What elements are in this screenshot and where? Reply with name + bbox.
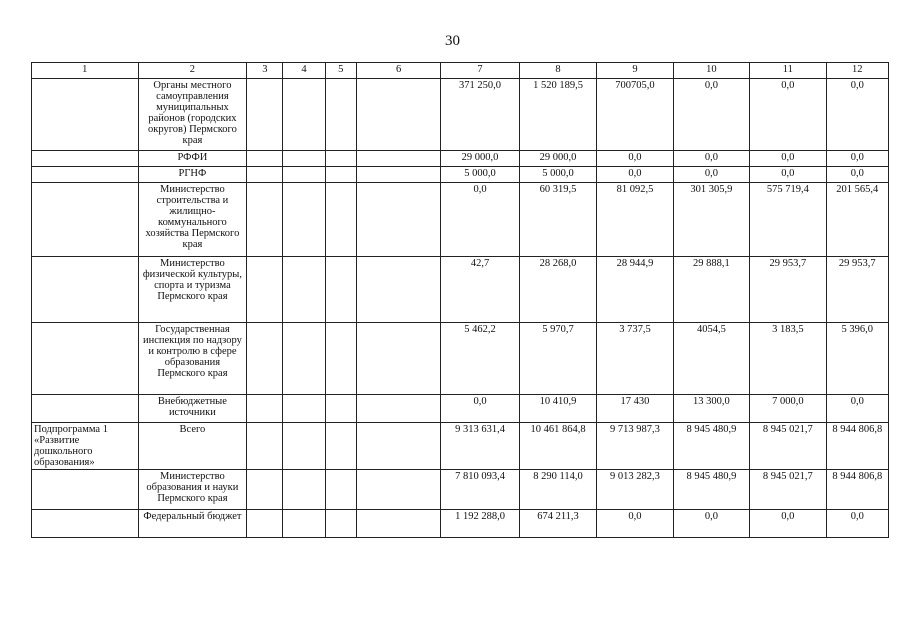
empty-cell: [325, 79, 356, 151]
empty-cell: [247, 183, 283, 257]
empty-cell: [356, 79, 440, 151]
executor-cell: Министерство строительства и жилищно-коммунального хозяйства Пермского края: [138, 183, 247, 257]
value-cell: 4054,5: [673, 323, 749, 395]
header-cell: 5: [325, 63, 356, 79]
value-cell: 5 000,0: [441, 167, 519, 183]
table-row: [32, 79, 889, 151]
value-cell: 0,0: [750, 510, 826, 538]
value-cell: 10 410,9: [519, 395, 596, 423]
program-cell: [32, 167, 139, 183]
header-cell: 9: [597, 63, 673, 79]
value-cell: 575 719,4: [750, 183, 826, 257]
value-cell: 0,0: [673, 167, 749, 183]
executor-cell: Всего: [138, 423, 247, 470]
value-cell: 0,0: [673, 151, 749, 167]
empty-cell: [247, 167, 283, 183]
value-cell: 1 520 189,5: [519, 79, 596, 151]
value-cell: 0,0: [750, 151, 826, 167]
header-row: [32, 63, 889, 79]
value-cell: 8 944 806,8: [826, 423, 888, 470]
empty-cell: [325, 395, 356, 423]
value-cell: 29 000,0: [441, 151, 519, 167]
empty-cell: [283, 183, 325, 257]
executor-cell: РГНФ: [138, 167, 247, 183]
table-row: [32, 395, 889, 423]
header-cell: 3: [247, 63, 283, 79]
value-cell: 8 945 480,9: [673, 470, 749, 510]
empty-cell: [247, 79, 283, 151]
empty-cell: [356, 167, 440, 183]
value-cell: 60 319,5: [519, 183, 596, 257]
value-cell: 9 013 282,3: [597, 470, 673, 510]
executor-cell: РФФИ: [138, 151, 247, 167]
value-cell: 0,0: [673, 79, 749, 151]
empty-cell: [356, 151, 440, 167]
program-cell: [32, 183, 139, 257]
empty-cell: [325, 470, 356, 510]
empty-cell: [283, 167, 325, 183]
value-cell: 9 313 631,4: [441, 423, 519, 470]
value-cell: 0,0: [597, 167, 673, 183]
executor-cell: Министерство физической культуры, спорта и туризма Пермского края: [138, 257, 247, 323]
executor-cell: Министерство образования и науки Пермского края: [138, 470, 247, 510]
empty-cell: [283, 423, 325, 470]
table-row: [32, 183, 889, 257]
value-cell: 0,0: [441, 395, 519, 423]
value-cell: 5 000,0: [519, 167, 596, 183]
value-cell: 674 211,3: [519, 510, 596, 538]
value-cell: 1 192 288,0: [441, 510, 519, 538]
empty-cell: [325, 183, 356, 257]
value-cell: 0,0: [826, 79, 888, 151]
executor-cell: Федеральный бюджет: [138, 510, 247, 538]
header-cell: 1: [32, 63, 139, 79]
page-number: 30: [445, 33, 460, 49]
empty-cell: [325, 151, 356, 167]
empty-cell: [247, 395, 283, 423]
empty-cell: [283, 470, 325, 510]
value-cell: 5 396,0: [826, 323, 888, 395]
empty-cell: [325, 510, 356, 538]
value-cell: 9 713 987,3: [597, 423, 673, 470]
executor-cell: Внебюджетные источники: [138, 395, 247, 423]
value-cell: 0,0: [597, 510, 673, 538]
executor-cell: Государственная инспекция по надзору и контролю в сфере образования Пермского края: [138, 323, 247, 395]
program-cell: [32, 79, 139, 151]
value-cell: 201 565,4: [826, 183, 888, 257]
value-cell: 371 250,0: [441, 79, 519, 151]
value-cell: 0,0: [597, 151, 673, 167]
empty-cell: [247, 257, 283, 323]
value-cell: 8 290 114,0: [519, 470, 596, 510]
program-cell: [32, 395, 139, 423]
value-cell: 29 000,0: [519, 151, 596, 167]
empty-cell: [283, 395, 325, 423]
program-cell: [32, 510, 139, 538]
empty-cell: [356, 510, 440, 538]
value-cell: 13 300,0: [673, 395, 749, 423]
table-row: [32, 151, 889, 167]
empty-cell: [247, 510, 283, 538]
value-cell: 5 970,7: [519, 323, 596, 395]
value-cell: 42,7: [441, 257, 519, 323]
value-cell: 7 000,0: [750, 395, 826, 423]
empty-cell: [283, 510, 325, 538]
empty-cell: [247, 423, 283, 470]
header-cell: 12: [826, 63, 888, 79]
program-cell: Подпрограмма 1 «Развитие дошкольного образования»: [32, 423, 139, 470]
value-cell: 10 461 864,8: [519, 423, 596, 470]
header-cell: 6: [356, 63, 440, 79]
table-row: [32, 323, 889, 395]
executor-cell: Органы местного самоуправления муниципальных районов (городских округов) Пермского края: [138, 79, 247, 151]
empty-cell: [283, 257, 325, 323]
program-cell: [32, 323, 139, 395]
value-cell: 0,0: [826, 167, 888, 183]
value-cell: 8 945 021,7: [750, 423, 826, 470]
empty-cell: [325, 323, 356, 395]
empty-cell: [325, 423, 356, 470]
value-cell: 7 810 093,4: [441, 470, 519, 510]
value-cell: 301 305,9: [673, 183, 749, 257]
value-cell: 0,0: [826, 151, 888, 167]
value-cell: 28 944,9: [597, 257, 673, 323]
empty-cell: [247, 151, 283, 167]
value-cell: 700705,0: [597, 79, 673, 151]
value-cell: 0,0: [750, 167, 826, 183]
value-cell: 28 268,0: [519, 257, 596, 323]
value-cell: 0,0: [750, 79, 826, 151]
empty-cell: [325, 257, 356, 323]
value-cell: 5 462,2: [441, 323, 519, 395]
value-cell: 29 953,7: [750, 257, 826, 323]
empty-cell: [283, 323, 325, 395]
value-cell: 17 430: [597, 395, 673, 423]
empty-cell: [356, 323, 440, 395]
empty-cell: [356, 395, 440, 423]
header-cell: 4: [283, 63, 325, 79]
empty-cell: [247, 470, 283, 510]
value-cell: 0,0: [826, 510, 888, 538]
empty-cell: [325, 167, 356, 183]
empty-cell: [247, 323, 283, 395]
value-cell: 3 183,5: [750, 323, 826, 395]
empty-cell: [283, 151, 325, 167]
header-cell: 10: [673, 63, 749, 79]
program-cell: [32, 257, 139, 323]
program-cell: [32, 151, 139, 167]
empty-cell: [356, 183, 440, 257]
table-row: [32, 167, 889, 183]
value-cell: 0,0: [441, 183, 519, 257]
header-cell: 8: [519, 63, 596, 79]
empty-cell: [356, 257, 440, 323]
value-cell: 29 953,7: [826, 257, 888, 323]
budget-table: [31, 62, 889, 538]
value-cell: 8 945 480,9: [673, 423, 749, 470]
value-cell: 29 888,1: [673, 257, 749, 323]
program-cell: [32, 470, 139, 510]
value-cell: 0,0: [826, 395, 888, 423]
table-row: [32, 510, 889, 538]
value-cell: 81 092,5: [597, 183, 673, 257]
header-cell: 7: [441, 63, 519, 79]
table-row: [32, 257, 889, 323]
header-cell: 11: [750, 63, 826, 79]
table-row: [32, 423, 889, 470]
value-cell: 0,0: [673, 510, 749, 538]
value-cell: 8 945 021,7: [750, 470, 826, 510]
value-cell: 8 944 806,8: [826, 470, 888, 510]
empty-cell: [356, 423, 440, 470]
empty-cell: [283, 79, 325, 151]
table-row: [32, 470, 889, 510]
empty-cell: [356, 470, 440, 510]
header-cell: 2: [138, 63, 247, 79]
value-cell: 3 737,5: [597, 323, 673, 395]
